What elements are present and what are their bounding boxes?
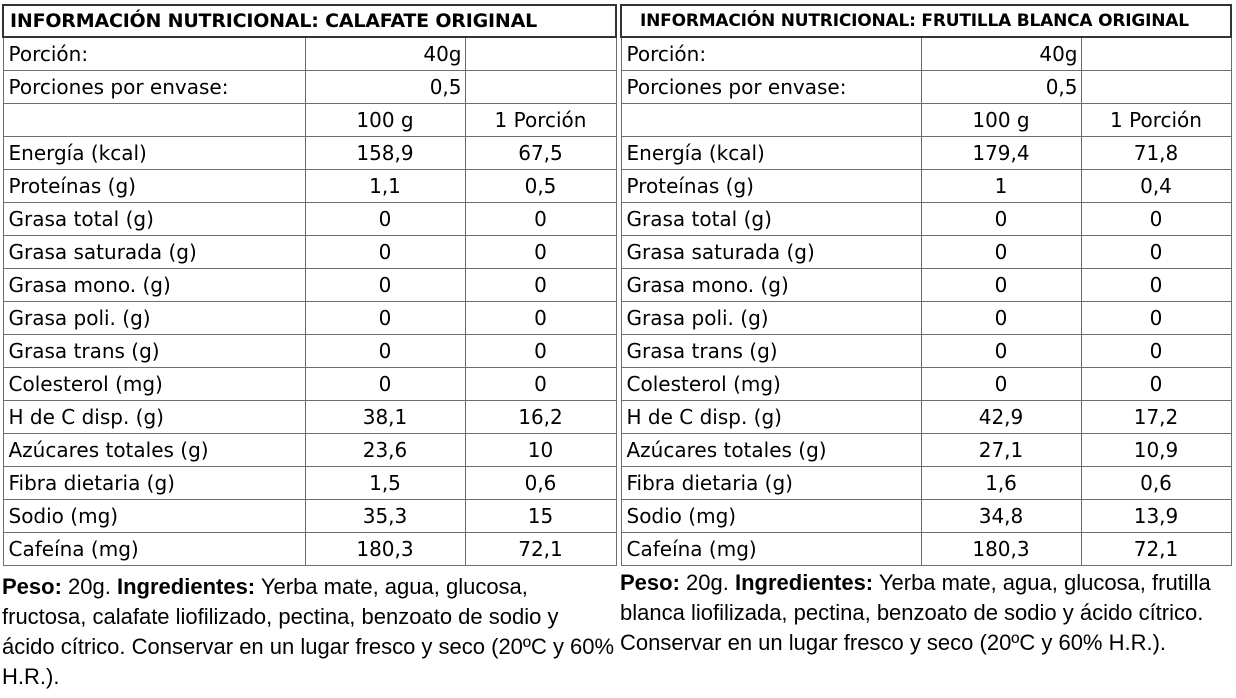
nutrient-label: Energía (kcal) [3, 137, 305, 170]
nutrient-label: Grasa total (g) [3, 203, 305, 236]
servings-label: Porciones por envase: [3, 71, 305, 104]
nutrient-value-100g: 42,9 [921, 401, 1081, 434]
portion-value: 40g [921, 37, 1081, 71]
nutrient-value-100g: 27,1 [921, 434, 1081, 467]
empty-cell [3, 104, 305, 137]
nutrient-value-portion: 67,5 [465, 137, 616, 170]
nutrient-label: Azúcares totales (g) [621, 434, 921, 467]
nutrient-value-100g: 0 [305, 269, 465, 302]
nutrient-row [621, 335, 1231, 368]
ingredients-text: Yerba mate, agua, glucosa, fructosa, calafate liofilizado, pectina, benzoato de sodio y ácido cítrico. Conservar en un lugar fresco y seco (20ºC y 60% H.R.). [2, 574, 615, 689]
ingredients-text: Yerba mate, agua, glucosa, frutilla blanca liofilizada, pectina, benzoato de sodio y ácido cítrico. Conservar en un lugar fresco y seco (20ºC y 60% H.R.). [620, 570, 1211, 655]
nutrition-table-body [621, 5, 1231, 566]
nutrient-row [3, 170, 616, 203]
nutrient-value-portion: 0,5 [465, 170, 616, 203]
nutrient-value-portion: 0,6 [465, 467, 616, 500]
nutrient-label: Grasa poli. (g) [621, 302, 921, 335]
nutrient-value-portion: 0 [1081, 269, 1231, 302]
nutrient-label: H de C disp. (g) [3, 401, 305, 434]
servings-row [621, 71, 1231, 104]
nutrient-row [621, 401, 1231, 434]
nutrient-row [621, 236, 1231, 269]
portion-label: Porción: [621, 37, 921, 71]
nutrient-value-portion: 0 [465, 302, 616, 335]
nutrient-value-100g: 1,1 [305, 170, 465, 203]
nutrient-value-portion: 10 [465, 434, 616, 467]
nutrient-row [3, 302, 616, 335]
servings-value: 0,5 [921, 71, 1081, 104]
nutrient-label: Fibra dietaria (g) [3, 467, 305, 500]
nutrient-label: Grasa trans (g) [3, 335, 305, 368]
nutrient-row [3, 203, 616, 236]
nutrient-row [3, 467, 616, 500]
empty-cell [621, 104, 921, 137]
nutrient-value-portion: 0 [1081, 335, 1231, 368]
nutrient-label: Grasa saturada (g) [621, 236, 921, 269]
nutrient-row [621, 500, 1231, 533]
nutrient-row [3, 533, 616, 566]
weight-value: 20g. [686, 570, 729, 595]
nutrient-value-portion: 0 [465, 236, 616, 269]
table-title: INFORMACIÓN NUTRICIONAL: CALAFATE ORIGINAL [3, 5, 616, 37]
nutrient-value-portion: 0 [465, 335, 616, 368]
nutrient-value-100g: 1 [921, 170, 1081, 203]
weight-label: Peso: [620, 570, 680, 595]
nutrition-table [620, 4, 1232, 566]
nutrient-value-portion: 16,2 [465, 401, 616, 434]
servings-row [3, 71, 616, 104]
nutrient-label: Colesterol (mg) [3, 368, 305, 401]
nutrition-table [2, 4, 617, 566]
nutrient-value-portion: 0 [1081, 236, 1231, 269]
empty-cell [465, 37, 616, 71]
nutrient-value-portion: 0 [465, 368, 616, 401]
nutrient-value-100g: 0 [921, 368, 1081, 401]
nutrient-row [3, 269, 616, 302]
ingredients-label: Ingredientes: [117, 574, 256, 599]
nutrient-value-portion: 71,8 [1081, 137, 1231, 170]
servings-value: 0,5 [305, 71, 465, 104]
nutrient-row [621, 368, 1231, 401]
ingredients-note [620, 568, 1230, 658]
nutrient-value-portion: 0 [465, 269, 616, 302]
title-row [621, 5, 1231, 37]
portion-row [3, 37, 616, 71]
nutrient-value-portion: 0 [465, 203, 616, 236]
nutrient-value-portion: 0 [1081, 203, 1231, 236]
weight-label: Peso: [2, 574, 62, 599]
nutrient-value-portion: 72,1 [1081, 533, 1231, 566]
nutrient-value-portion: 13,9 [1081, 500, 1231, 533]
nutrient-label: Grasa mono. (g) [3, 269, 305, 302]
ingredients-label: Ingredientes: [735, 570, 874, 595]
nutrient-value-100g: 0 [921, 302, 1081, 335]
nutrient-value-100g: 0 [921, 269, 1081, 302]
nutrient-label: Grasa mono. (g) [621, 269, 921, 302]
nutrient-row [621, 269, 1231, 302]
column-header-row [621, 104, 1231, 137]
nutrient-value-100g: 34,8 [921, 500, 1081, 533]
nutrient-value-100g: 180,3 [921, 533, 1081, 566]
nutrition-table-body [3, 5, 616, 566]
title-row [3, 5, 616, 37]
nutrient-label: Proteínas (g) [621, 170, 921, 203]
column-header-100g: 100 g [921, 104, 1081, 137]
nutrient-label: Cafeína (mg) [3, 533, 305, 566]
column-header-row [3, 104, 616, 137]
nutrient-row [621, 170, 1231, 203]
nutrition-panel-calafate [2, 4, 615, 692]
nutrient-value-100g: 23,6 [305, 434, 465, 467]
nutrient-value-100g: 1,6 [921, 467, 1081, 500]
table-title: INFORMACIÓN NUTRICIONAL: FRUTILLA BLANCA ORIGINAL [621, 5, 1231, 37]
nutrient-value-100g: 180,3 [305, 533, 465, 566]
nutrient-row [621, 467, 1231, 500]
nutrient-label: Sodio (mg) [621, 500, 921, 533]
nutrient-value-100g: 0 [305, 335, 465, 368]
nutrient-row [3, 368, 616, 401]
empty-cell [465, 71, 616, 104]
nutrient-value-portion: 0 [1081, 302, 1231, 335]
ingredients-note [2, 572, 615, 692]
nutrient-value-portion: 10,9 [1081, 434, 1231, 467]
nutrient-row [621, 302, 1231, 335]
nutrient-label: Cafeína (mg) [621, 533, 921, 566]
nutrient-value-portion: 15 [465, 500, 616, 533]
nutrient-value-100g: 158,9 [305, 137, 465, 170]
nutrient-value-portion: 72,1 [465, 533, 616, 566]
nutrient-row [621, 434, 1231, 467]
nutrient-label: Grasa saturada (g) [3, 236, 305, 269]
nutrient-value-100g: 0 [921, 335, 1081, 368]
nutrient-row [3, 335, 616, 368]
nutrient-value-100g: 0 [305, 368, 465, 401]
nutrient-value-portion: 0,4 [1081, 170, 1231, 203]
nutrient-value-100g: 35,3 [305, 500, 465, 533]
nutrient-row [3, 500, 616, 533]
nutrient-label: Colesterol (mg) [621, 368, 921, 401]
nutrient-row [3, 434, 616, 467]
nutrient-row [3, 137, 616, 170]
nutrient-row [3, 401, 616, 434]
nutrient-row [621, 137, 1231, 170]
nutrient-value-100g: 0 [921, 203, 1081, 236]
nutrient-label: Energía (kcal) [621, 137, 921, 170]
nutrient-label: Proteínas (g) [3, 170, 305, 203]
nutrient-value-100g: 0 [305, 302, 465, 335]
nutrient-value-portion: 0,6 [1081, 467, 1231, 500]
empty-cell [1081, 37, 1231, 71]
nutrient-row [621, 533, 1231, 566]
nutrient-label: Fibra dietaria (g) [621, 467, 921, 500]
servings-label: Porciones por envase: [621, 71, 921, 104]
nutrient-value-portion: 17,2 [1081, 401, 1231, 434]
column-header-portion: 1 Porción [465, 104, 616, 137]
weight-value: 20g. [68, 574, 111, 599]
nutrient-label: H de C disp. (g) [621, 401, 921, 434]
column-header-100g: 100 g [305, 104, 465, 137]
nutrient-label: Grasa total (g) [621, 203, 921, 236]
nutrition-panel-frutilla-blanca [620, 4, 1230, 658]
nutrient-row [621, 203, 1231, 236]
column-header-portion: 1 Porción [1081, 104, 1231, 137]
nutrient-label: Azúcares totales (g) [3, 434, 305, 467]
portion-row [621, 37, 1231, 71]
nutrient-value-100g: 1,5 [305, 467, 465, 500]
nutrient-value-100g: 38,1 [305, 401, 465, 434]
empty-cell [1081, 71, 1231, 104]
nutrient-label: Grasa poli. (g) [3, 302, 305, 335]
nutrient-value-100g: 0 [305, 236, 465, 269]
portion-label: Porción: [3, 37, 305, 71]
nutrient-label: Sodio (mg) [3, 500, 305, 533]
nutrient-value-100g: 179,4 [921, 137, 1081, 170]
nutrient-value-100g: 0 [921, 236, 1081, 269]
nutrient-label: Grasa trans (g) [621, 335, 921, 368]
nutrient-row [3, 236, 616, 269]
portion-value: 40g [305, 37, 465, 71]
nutrient-value-100g: 0 [305, 203, 465, 236]
nutrient-value-portion: 0 [1081, 368, 1231, 401]
